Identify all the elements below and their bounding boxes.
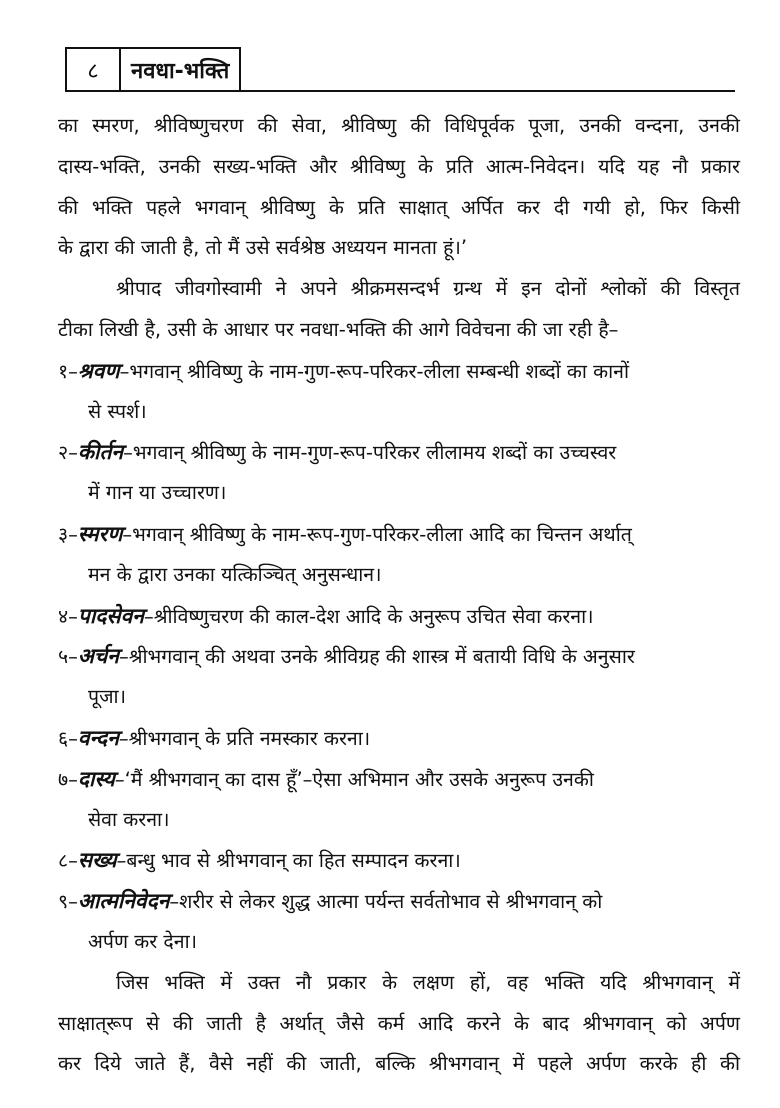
item-term: अर्चन [77, 644, 119, 669]
intro-paragraph-line: की भक्ति पहले भगवान् श्रीविष्णु के प्रति साक्षात् अर्पित कर दी गयी हो, फिर किसी [58, 195, 740, 219]
page-number: ८ [67, 49, 121, 90]
item-number: ६– [58, 726, 78, 750]
item-number: १– [58, 359, 78, 383]
list-item-line [58, 636, 740, 677]
page-body [58, 106, 740, 1085]
item-term: आत्मनिवेदन [77, 889, 170, 914]
item-text: –‘मैं श्रीभगवान् का दास हूँ’–ऐसा अभिमान और उसके अनुरूप उनकी [114, 767, 594, 791]
list-item-line [58, 432, 740, 473]
item-text: –भगवान् श्रीविष्णु के नाम-गुण-रूप-परिकर-लीला सम्बन्धी शब्दों का कानों [119, 359, 630, 383]
list-item-line [58, 351, 740, 392]
item-number: ७– [58, 767, 78, 791]
item-text: –भगवान् श्रीविष्णु के नाम-गुण-रूप-परिकर लीलामय शब्दों का उच्चस्वर [123, 441, 617, 465]
running-header [65, 47, 735, 92]
item-term: स्मरण [77, 521, 123, 546]
list-item-line [58, 759, 740, 800]
paragraph-line: श्रीपाद जीवगोस्वामी ने अपने श्रीक्रमसन्दर्भ ग्रन्थ में इन दोनों श्लोकों की विस्तृत [116, 277, 740, 301]
item-text: –बन्धु भाव से श्रीभगवान् का हित सम्पादन करना। [116, 849, 461, 873]
list-item-line [58, 514, 740, 555]
item-number: ३– [58, 522, 78, 546]
final-paragraph-line: जिस भक्ति में उक्त नौ प्रकार के लक्षण हों, वह भक्ति यदि श्रीभगवान् में [116, 970, 740, 994]
list-item-continuation: पूजा। [88, 685, 126, 709]
item-term: वन्दन [77, 725, 119, 750]
item-number: ९– [58, 890, 78, 914]
item-term: श्रवण [77, 358, 120, 383]
item-text: –भगवान् श्रीविष्णु के नाम-रूप-गुण-परिकर-लीला आदि का चिन्तन अर्थात् [122, 522, 632, 546]
item-term: पादसेवन [77, 603, 144, 628]
item-text: –श्रीभगवान् की अथवा उनके श्रीविग्रह की शास्त्र में बतायी विधि के अनुसार [118, 645, 635, 669]
header-box [65, 47, 241, 90]
item-number: ८– [58, 849, 78, 873]
item-number: ४– [58, 604, 78, 628]
final-paragraph-line: कर दिये जाते हैं, वैसे नहीं की जाती, बल्कि श्रीभगवान् में पहले अर्पण करके ही की [58, 1052, 740, 1076]
item-text: –श्रीविष्णुचरण की काल-देश आदि के अनुरूप उचित सेवा करना। [143, 604, 594, 628]
list-item-line [58, 840, 740, 881]
list-item-continuation: से स्पर्श। [88, 399, 147, 423]
item-text: –शरीर से लेकर शुद्ध आत्मा पर्यन्त सर्वतोभाव से श्रीभगवान् को [169, 890, 603, 914]
item-number: ५– [58, 645, 78, 669]
item-number: २– [58, 441, 78, 465]
paragraph-line: टीका लिखी है, उसी के आधार पर नवधा-भक्ति की आगे विवेचना की जा रही है– [58, 317, 619, 341]
list-item-line [58, 718, 740, 759]
item-term: कीर्तन [77, 440, 124, 465]
item-term: सख्य [77, 848, 117, 873]
list-item-line [58, 596, 740, 637]
intro-paragraph-line: दास्य-भक्ति, उनकी सख्य-भक्ति और श्रीविष्णु के प्रति आत्म-निवेदन। यदि यह नौ प्रकार [58, 154, 740, 178]
list-item-continuation: मन के द्वारा उनका यत्किञ्चित् अनुसन्धान। [88, 562, 382, 586]
item-text: –श्रीभगवान् के प्रति नमस्कार करना। [118, 726, 371, 750]
list-item-continuation: सेवा करना। [88, 807, 170, 831]
list-item-continuation: में गान या उच्चारण। [88, 481, 227, 505]
intro-paragraph-line: का स्मरण, श्रीविष्णुचरण की सेवा, श्रीविष्णु की विधिपूर्वक पूजा, उनकी वन्दना, उनकी [58, 114, 740, 137]
list-item-line [58, 881, 740, 922]
list-item-continuation: अर्पण कर देना। [88, 929, 198, 953]
chapter-title: नवधा-भक्ति [131, 58, 230, 84]
intro-paragraph-line: के द्वारा की जाती है, तो मैं उसे सर्वश्रेष्ठ अध्ययन मानता हूं।’ [58, 236, 468, 260]
final-paragraph-line: साक्षात्‌रूप से की जाती है अर्थात् जैसे कर्म आदि करने के बाद श्रीभगवान् को अर्पण [58, 1011, 740, 1035]
item-term: दास्य [77, 766, 115, 791]
